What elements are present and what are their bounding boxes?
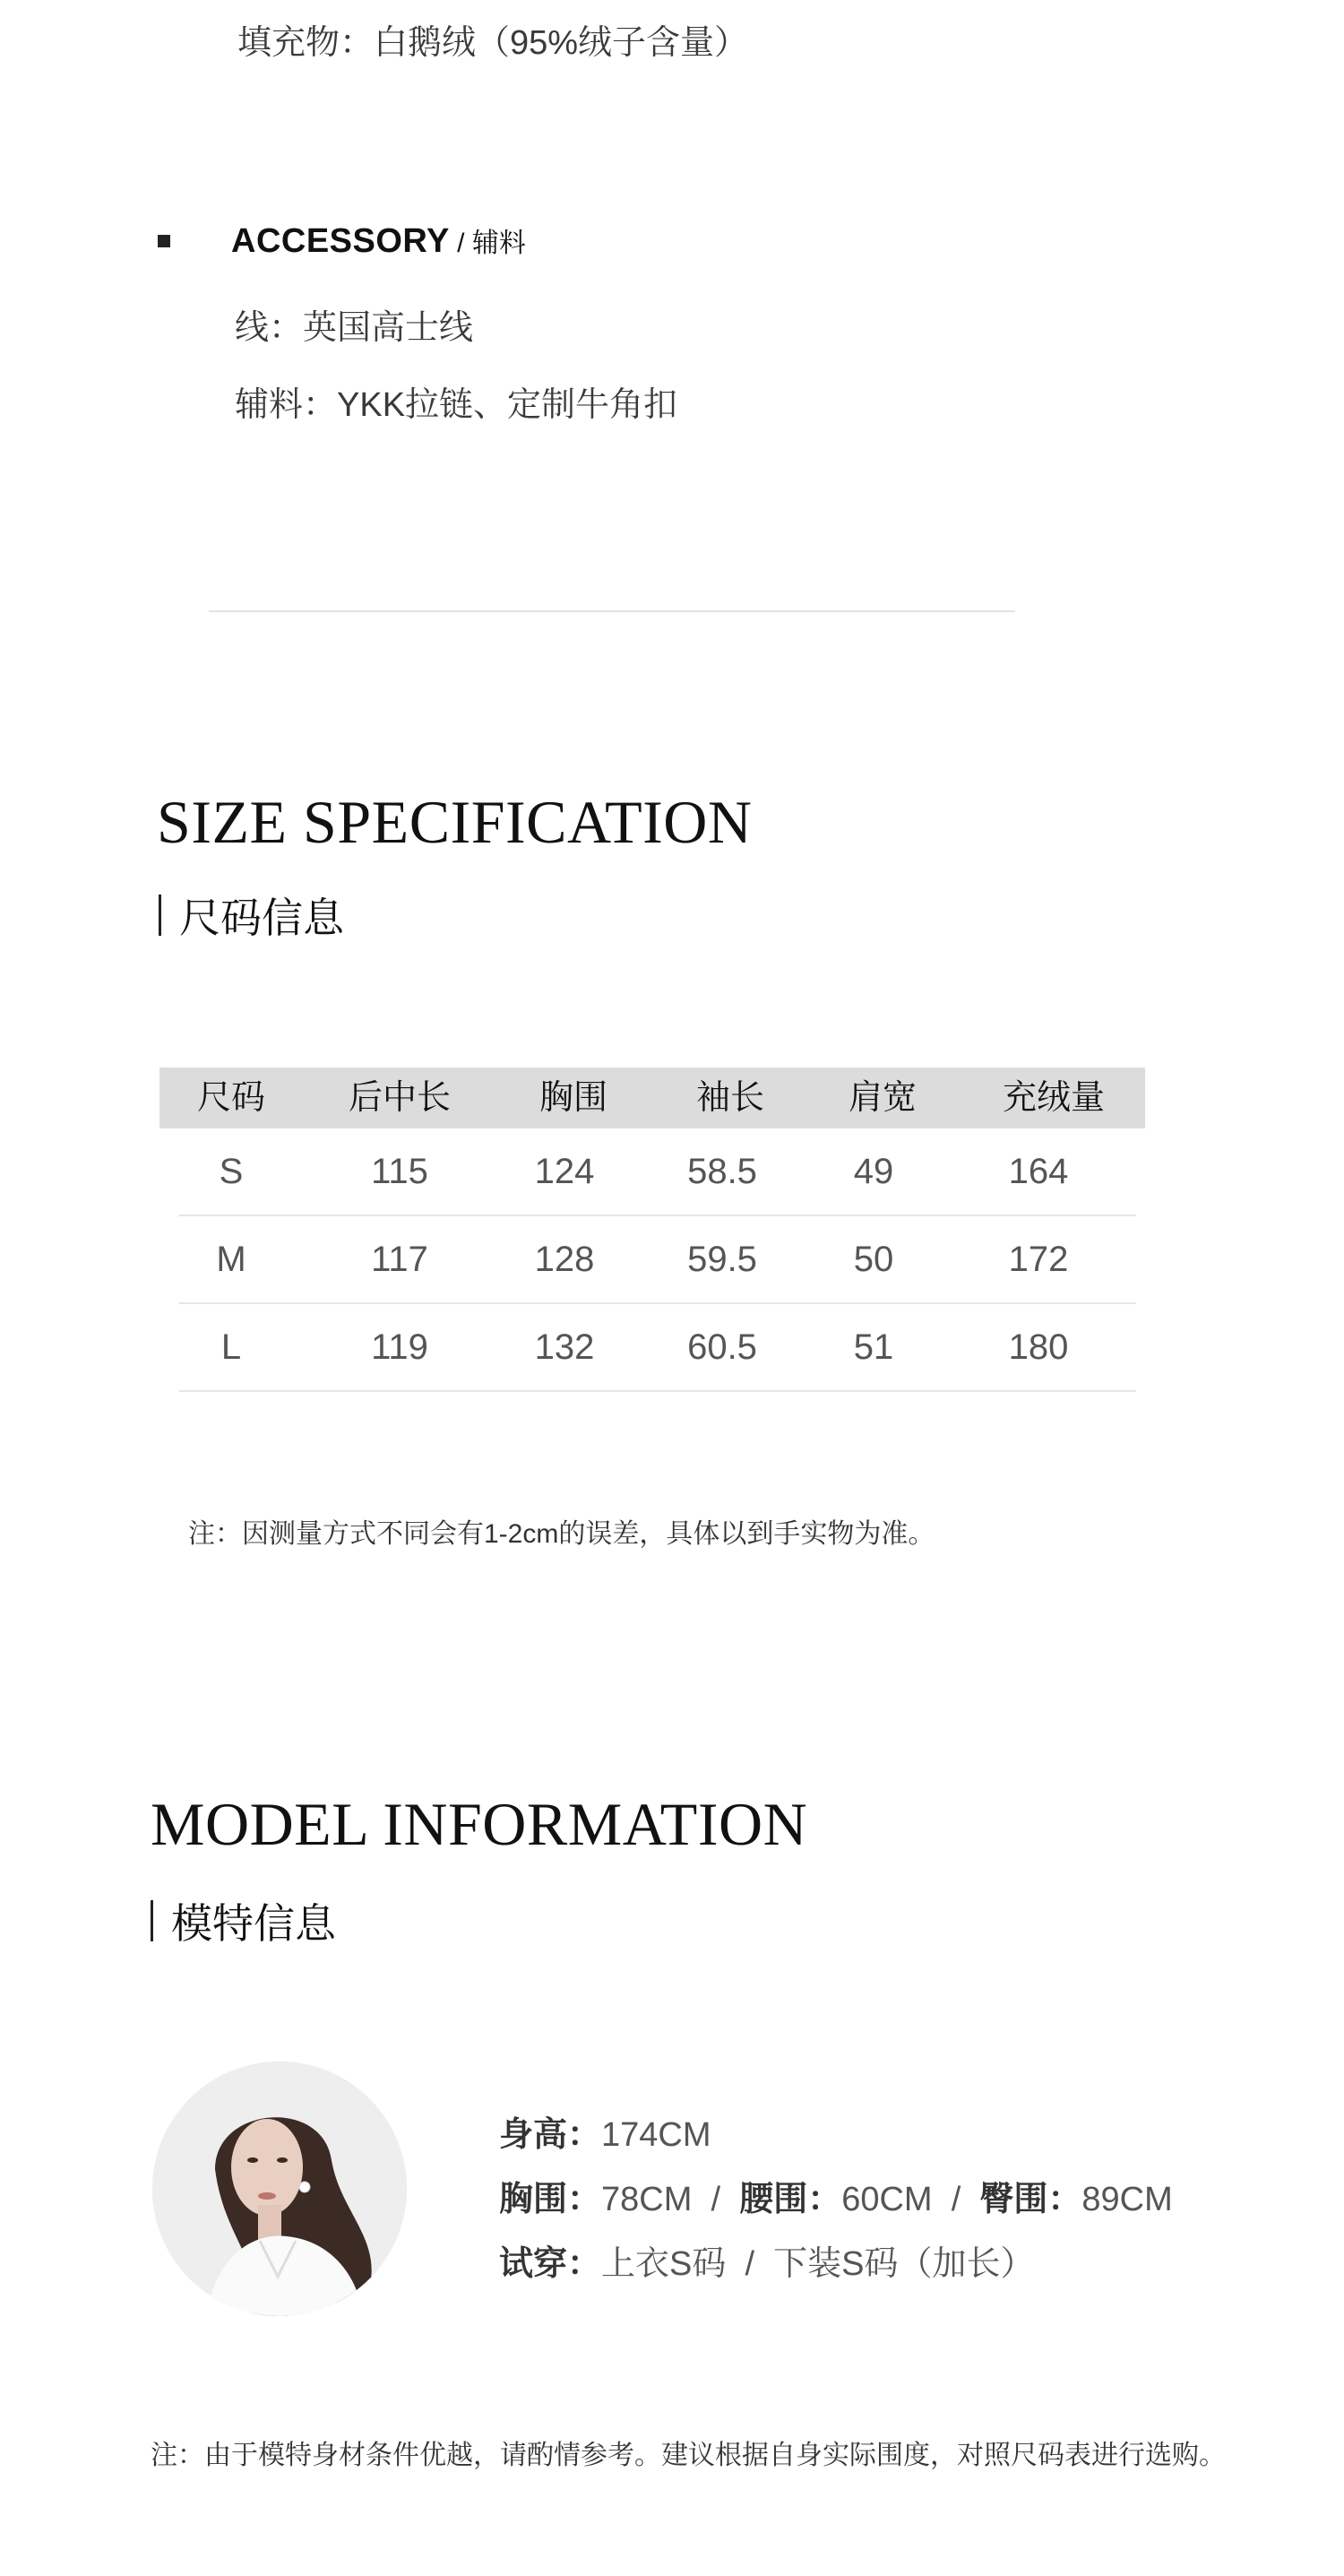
bust-label: 胸围： [499, 2181, 602, 2218]
cell-bust: 124 [534, 1152, 595, 1191]
table-row [179, 1216, 1136, 1304]
filler-material-text: 填充物：白鹅绒（95%绒子含量） [237, 24, 749, 62]
accessory-title [231, 220, 526, 261]
cell-back-length: 117 [371, 1240, 428, 1279]
model-height [499, 2106, 711, 2156]
size-spec-title-en: SIZE SPECIFICATION [157, 788, 753, 856]
bust-value: 78CM [601, 2181, 693, 2218]
title-bar-divider [151, 1900, 153, 1941]
accessory-title-cn: 辅料 [471, 229, 526, 258]
cell-down-fill: 164 [1008, 1152, 1069, 1191]
model-portrait-image [152, 2062, 407, 2316]
cell-shoulder: 49 [853, 1152, 894, 1191]
header-bust: 胸围 [538, 1079, 608, 1117]
hip-value: 89CM [1081, 2181, 1173, 2218]
bullet-square-icon [158, 235, 170, 247]
cell-back-length: 119 [371, 1327, 428, 1367]
header-size: 尺码 [196, 1079, 266, 1117]
hip-label: 臀围： [979, 2181, 1082, 2218]
size-table [159, 1068, 1145, 1392]
cell-shoulder: 50 [853, 1240, 894, 1279]
size-table-header [159, 1068, 1145, 1128]
header-shoulder: 肩宽 [848, 1079, 918, 1117]
size-spec-title-cn-text: 尺码信息 [179, 895, 344, 941]
separator: / [726, 2245, 774, 2283]
cell-down-fill: 180 [1008, 1327, 1069, 1367]
model-measurements [499, 2171, 1173, 2220]
header-down-fill: 充绒量 [1002, 1079, 1106, 1117]
waist-value: 60CM [841, 2181, 933, 2218]
height-label: 身高： [499, 2116, 602, 2154]
separator: / [692, 2181, 740, 2218]
accessory-trims-text: 辅料：YKK拉链、定制牛角扣 [235, 386, 678, 424]
model-info-title-cn [151, 1891, 336, 1950]
trial-label: 试穿： [499, 2245, 602, 2283]
cell-shoulder: 51 [853, 1327, 894, 1367]
cell-size: L [220, 1327, 242, 1367]
height-value: 174CM [601, 2116, 711, 2154]
cell-bust: 132 [534, 1327, 595, 1367]
size-note: 注：因测量方式不同会有1-2cm的误差，具体以到手实物为准。 [188, 1519, 935, 1549]
header-sleeve: 袖长 [695, 1079, 765, 1117]
title-bar-divider [159, 895, 161, 936]
section-divider [209, 610, 1015, 612]
cell-size: S [219, 1152, 244, 1191]
cell-down-fill: 172 [1008, 1240, 1069, 1279]
cell-back-length: 115 [371, 1152, 428, 1191]
model-note: 注：由于模特身材条件优越，请酌情参考。建议根据自身实际围度，对照尺码表进行选购。 [151, 2441, 1226, 2470]
model-trial-size [499, 2235, 1035, 2285]
cell-sleeve: 59.5 [687, 1240, 757, 1279]
table-row [179, 1128, 1136, 1216]
waist-label: 腰围： [739, 2181, 842, 2218]
accessory-title-sep: / [449, 229, 472, 258]
model-info-title-cn-text: 模特信息 [171, 1900, 336, 1947]
cell-bust: 128 [534, 1240, 595, 1279]
table-row [179, 1304, 1136, 1392]
separator: / [932, 2181, 980, 2218]
cell-sleeve: 58.5 [687, 1152, 757, 1191]
size-spec-title-cn [159, 886, 344, 945]
cell-sleeve: 60.5 [687, 1327, 757, 1367]
cell-size: M [216, 1240, 246, 1279]
accessory-title-en: ACCESSORY [231, 222, 450, 260]
model-info-title-en: MODEL INFORMATION [151, 1790, 808, 1858]
trial-top: 上衣S码 [601, 2245, 727, 2283]
header-back-length: 后中长 [348, 1079, 452, 1117]
model-avatar [152, 2062, 407, 2316]
trial-bottom: 下装S码（加长） [773, 2245, 1035, 2283]
accessory-thread-text: 线：英国高士线 [235, 309, 474, 347]
